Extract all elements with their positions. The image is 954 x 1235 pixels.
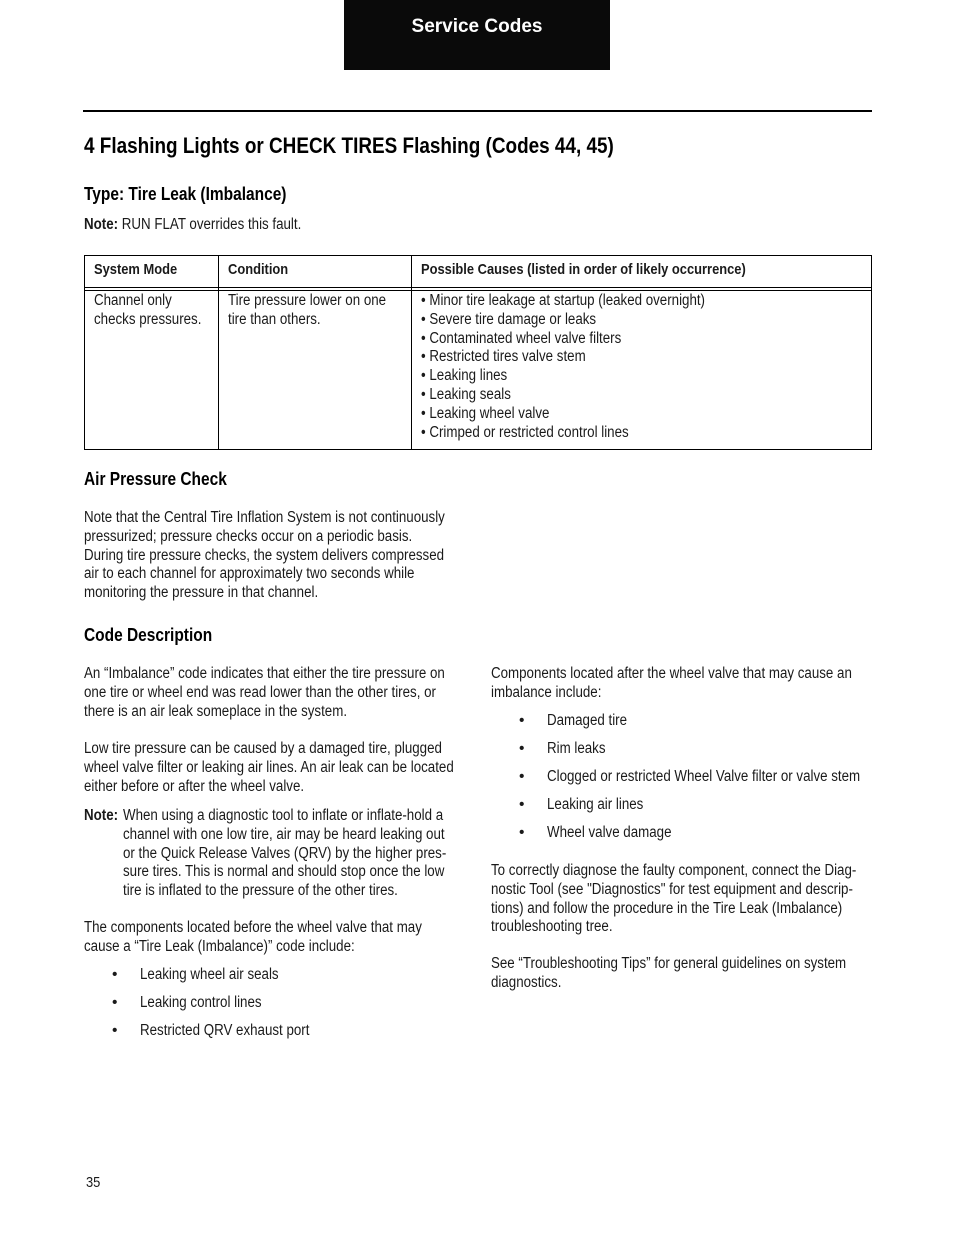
cause-item: • Leaking seals (421, 385, 511, 403)
table-header-double-line (85, 290, 871, 291)
cause-item: • Leaking lines (421, 367, 508, 385)
code-desc-note-text: When using a diagnostic tool to inflate or inflate-hold a channel with one low tire, air may be heard leaking out or the Quick Release Valves (QRV) by the higher pres- sure tires. This is normal and should stop once the low tire is inflated to the pressure of the other tires. (123, 807, 447, 900)
table-header-condition: Condition (228, 261, 289, 278)
bullet-icon: • (112, 1022, 118, 1039)
cause-item: • Crimped or restricted control lines (421, 423, 629, 441)
cause-item: • Minor tire leakage at startup (leaked overnight) (421, 292, 706, 309)
air-check-heading: Air Pressure Check (84, 469, 227, 489)
table-header-system-mode: System Mode (94, 261, 178, 278)
note-text: RUN FLAT overrides this fault. (121, 216, 302, 233)
table-cell-condition: Tire pressure lower on one tire than others. (228, 292, 387, 328)
code-desc-para2: Low tire pressure can be caused by a damaged tire, plugged wheel valve filter or leaking air lines. An air leak can be located either before or after the wheel valve. (84, 740, 454, 795)
section-tab (344, 0, 610, 70)
cause-item: • Severe tire damage or leaks (421, 310, 597, 328)
air-check-paragraph: Note that the Central Tire Inflation System is not continuously pressurized; pressure checks occur on a periodic basis. During tire pressure checks, the system delivers compressed air to each channel for approximately two seconds while monitoring the pressure in that channel. (84, 509, 445, 602)
page-number: 35 (86, 1174, 101, 1191)
bullet-icon: • (112, 966, 118, 983)
right-para1: Components located after the wheel valve that may cause an imbalance include: (491, 665, 852, 701)
cause-item: • Contaminated wheel valve filters (421, 329, 622, 347)
code-desc-heading: Code Description (84, 625, 213, 645)
table-col-divider (411, 256, 412, 449)
code-desc-note-label: Note: (84, 807, 119, 824)
code-desc-para3: The components located before the wheel valve that may cause a “Tire Leak (Imbalance)” code include: (84, 919, 422, 955)
bullet-icon: • (112, 994, 118, 1011)
bullet-icon: • (519, 712, 525, 729)
bullet-icon: • (519, 768, 525, 785)
fault-table (84, 255, 872, 450)
cause-item: • Restricted tires valve stem (421, 348, 586, 366)
note-label: Note: (84, 216, 119, 233)
code-desc-para1: An “Imbalance” code indicates that either the tire pressure on one tire or wheel end was read lower than the other tires, or there is an air leak someplace in the system. (84, 665, 445, 720)
table-cell-causes (421, 292, 751, 442)
right-para2: To correctly diagnose the faulty component, connect the Diag- nostic Tool (see "Diagnostics" for test equipment and descrip- tions) and follow the procedure in the Tire Leak (Imbalance) troubleshooting tree. (491, 862, 857, 936)
bullet-icon: • (519, 824, 525, 841)
cause-item: • Leaking wheel valve (421, 404, 550, 422)
code-desc-note (84, 807, 124, 826)
note-run-flat (84, 216, 337, 235)
table-header-causes: Possible Causes (listed in order of likely occurrence) (421, 261, 746, 278)
type-heading: Type: Tire Leak (Imbalance) (84, 184, 287, 204)
right-para3: See “Troubleshooting Tips” for general guidelines on system diagnostics. (491, 955, 847, 991)
table-cell-mode: Channel only checks pressures. (94, 292, 202, 328)
bullet-icon: • (519, 796, 525, 813)
bullet-icon: • (519, 740, 525, 757)
page-title: 4 Flashing Lights or CHECK TIRES Flashing (Codes 44, 45) (84, 133, 614, 158)
section-tab-label: Service Codes (411, 16, 543, 37)
table-col-divider (218, 256, 219, 449)
header-rule (83, 110, 872, 112)
